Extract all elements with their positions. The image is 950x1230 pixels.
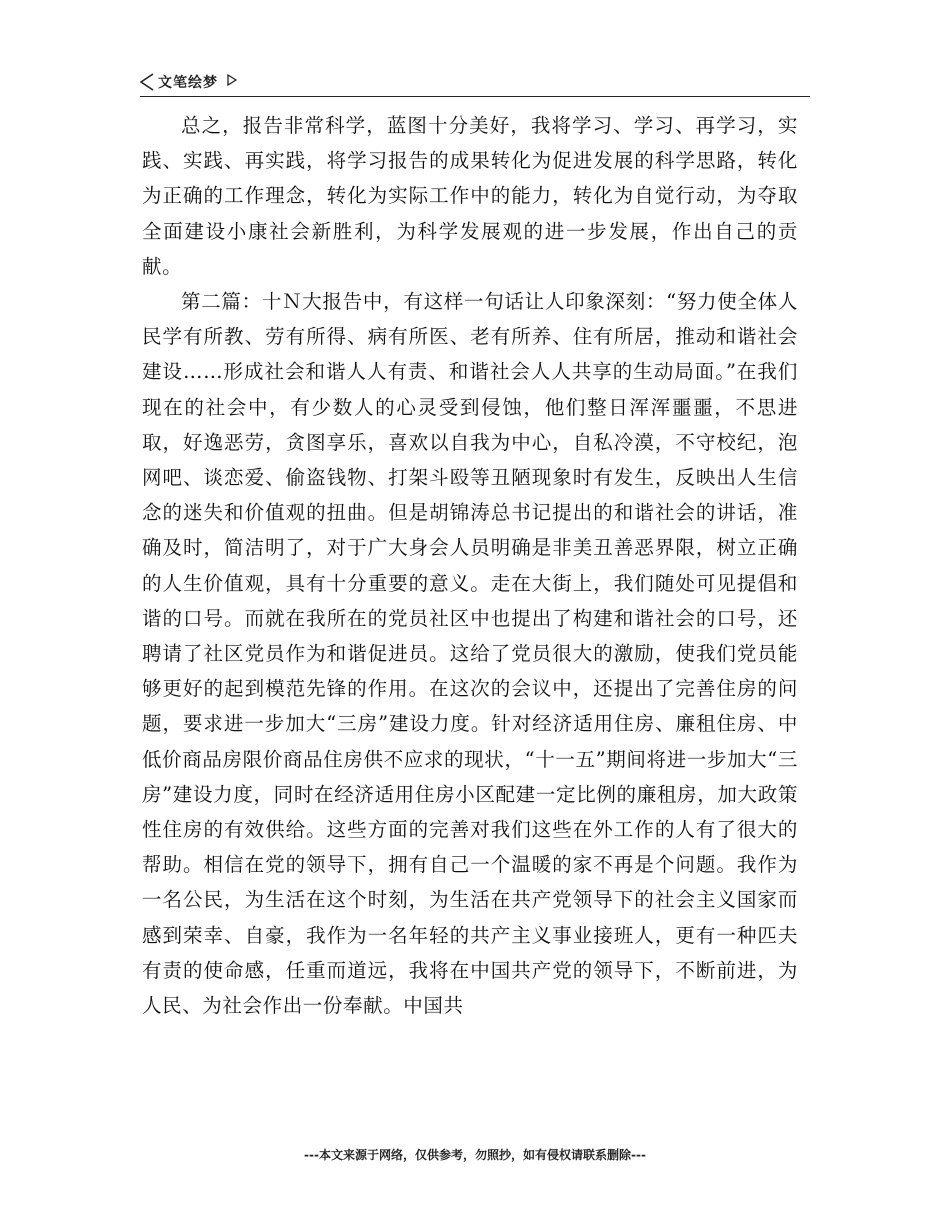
triangle-left-icon: [140, 73, 154, 91]
paragraph-second-article: 第二篇：十Ｎ大报告中，有这样一句话让人印象深刻：“努力使全体人民学有所教、劳有所得、病有所医、老有所养、住有所居，推动和谐社会建设……形成社会和谐人人有责、和谐社会人人共享的生动局面。”在我们现在的社会中，有少数人的心灵受到侵蚀，他们整日浑浑噩噩，不思进取，好逸恶劳，贪图享乐，喜欢以自我为中心，自私冷漠，不守校纪，泡网吧、谈恋爱、偷盗钱物、打架斗殴等丑陋现象时有发生，反映出人生信念的迷失和价值观的扭曲。但是胡锦涛总书记提出的和谐社会的讲话，准确及时，简洁明了，对于广大身会人员明确是非美丑善恶界限，树立正确的人生价值观，具有十分重要的意义。走在大街上，我们随处可见提倡和谐的口号。而就在我所在的党员社区中也提出了构建和谐社会的口号，还聘请了社区党员作为和谐促进员。这给了党员很大的激励，使我们党员能够更好的起到模范先锋的作用。在这次的会议中，还提出了完善住房的问题，要求进一步加大“三房”建设力度。针对经济适用住房、廉租住房、中低价商品房限价商品住房供不应求的现状，“十一五”期间将进一步加大“三房”建设力度，同时在经济适用住房小区配建一定比例的廉租房，加大政策性住房的有效供给。这些方面的完善对我们这些在外工作的人有了很大的帮助。相信在党的领导下，拥有自己一个温暖的家不再是个问题。我作为一名公民，为生活在这个时刻，为生活在共产党领导下的社会主义国家而感到荣幸、自豪，我作为一名年轻的共产主义事业接班人，更有一种匹夫有责的使命感，任重而道远，我将在中国共产党的领导下，不断前进，为人民、为社会作出一份奉献。中国共: [142, 290, 798, 1018]
document-body: [142, 108, 798, 1023]
paragraph-summary: 总之，报告非常科学，蓝图十分美好，我将学习、学习、再学习，实践、实践、再实践，将学习报告的成果转化为促进发展的科学思路，转化为正确的工作理念，转化为实际工作中的能力，转化为自觉行动，为夺取全面建设小康社会新胜利，为科学发展观的进一步发展，作出自己的贡献。: [142, 114, 798, 278]
footer-disclaimer: ---本文来源于网络，仅供参考，勿照抄，如有侵权请联系删除---: [304, 1148, 646, 1162]
page-header: [140, 70, 810, 97]
triangle-right-icon: [227, 74, 237, 86]
header-title: 文笔绘梦: [158, 75, 218, 91]
